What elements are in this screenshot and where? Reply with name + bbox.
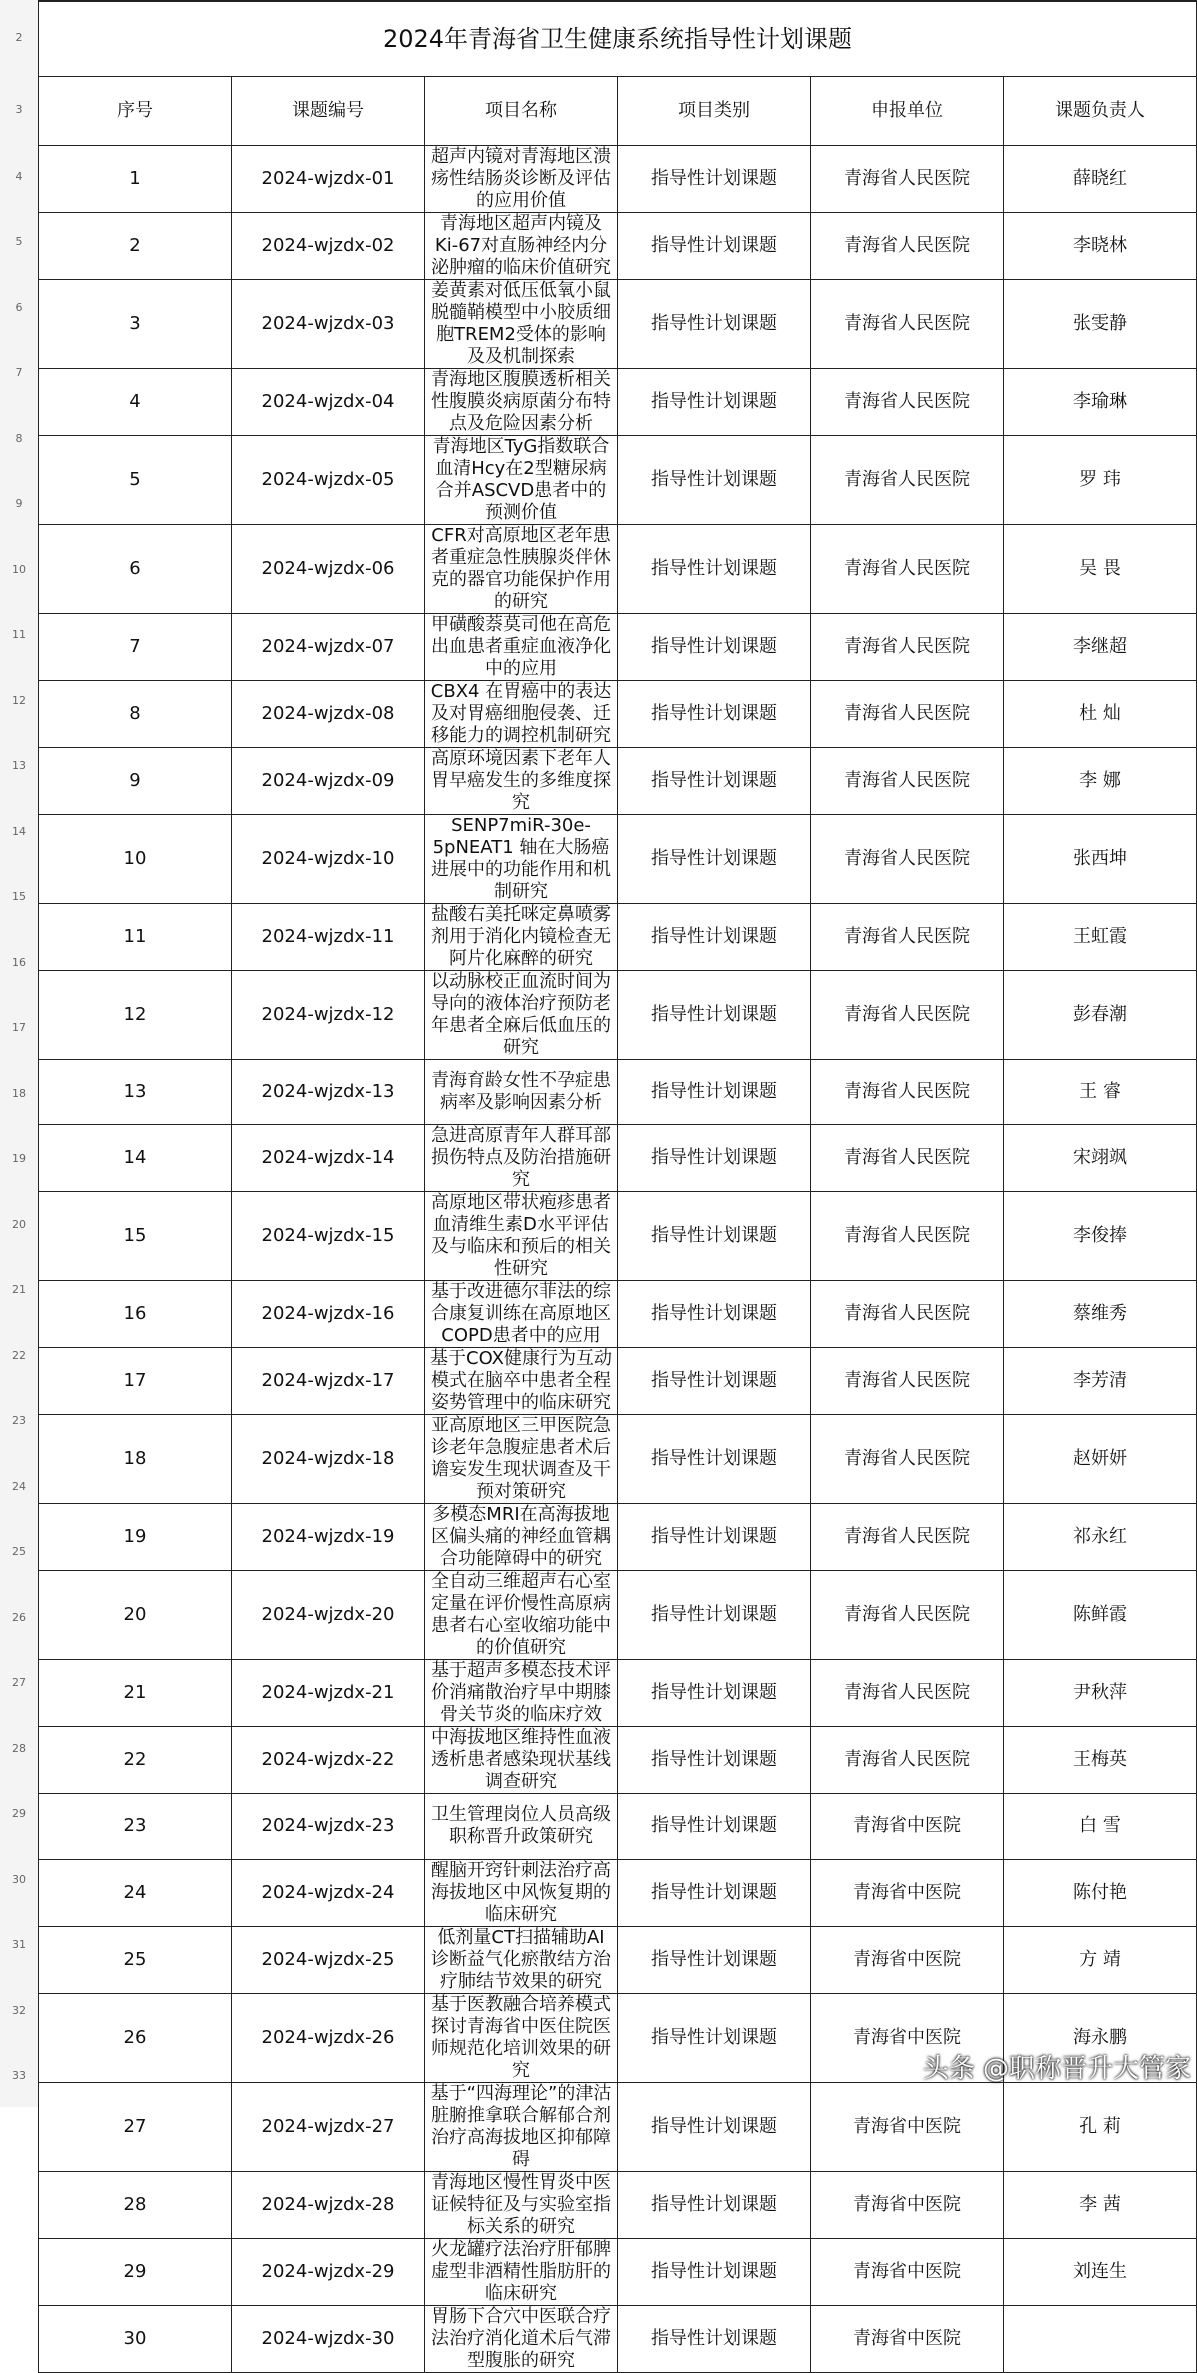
cell-code[interactable]: 2024-wjzdx-07 xyxy=(232,613,425,680)
cell-unit[interactable]: 青海省中医院 xyxy=(811,1859,1004,1926)
row-number: 3 xyxy=(15,102,23,116)
cell-code[interactable]: 2024-wjzdx-24 xyxy=(232,1859,425,1926)
cell-seq[interactable]: 30 xyxy=(39,2305,232,2372)
cell-leader[interactable]: 李 茜 xyxy=(1004,2171,1197,2238)
cell-unit[interactable]: 青海省中医院 xyxy=(811,2082,1004,2171)
cell-unit[interactable]: 青海省人民医院 xyxy=(811,1192,1004,1281)
table-row xyxy=(39,1348,1197,1415)
cell-seq[interactable]: 27 xyxy=(39,2082,232,2171)
cell-unit[interactable]: 青海省人民医院 xyxy=(811,903,1004,970)
cell-unit[interactable]: 青海省人民医院 xyxy=(811,1348,1004,1415)
table-row xyxy=(39,145,1197,212)
header-row xyxy=(39,76,1197,145)
cell-project-name[interactable]: 姜黄素对低压低氧小鼠脱髓鞘模型中小胶质细胞TREM2受体的影响及及机制探索 xyxy=(425,279,618,368)
cell-seq[interactable]: 28 xyxy=(39,2171,232,2238)
cell-unit[interactable]: 青海省中医院 xyxy=(811,1926,1004,1993)
row-number: 20 xyxy=(12,1217,26,1231)
row-number: 9 xyxy=(15,497,23,511)
cell-leader[interactable]: 陈付艳 xyxy=(1004,1859,1197,1926)
cell-seq[interactable]: 14 xyxy=(39,1125,232,1192)
cell-category[interactable]: 指导性计划课题 xyxy=(618,2238,811,2305)
cell-category[interactable]: 指导性计划课题 xyxy=(618,1926,811,1993)
row-number: 5 xyxy=(15,235,23,249)
cell-code[interactable]: 2024-wjzdx-21 xyxy=(232,1660,425,1727)
cell-leader[interactable]: 赵妍妍 xyxy=(1004,1415,1197,1504)
cell-category[interactable]: 指导性计划课题 xyxy=(618,613,811,680)
cell-code[interactable]: 2024-wjzdx-20 xyxy=(232,1571,425,1660)
cell-project-name[interactable]: SENP7miR-30e-5pNEAT1 轴在大肠癌进展中的功能作用和机制研究 xyxy=(425,814,618,903)
row-number-gutter xyxy=(0,0,39,2107)
cell-leader[interactable]: 杜 灿 xyxy=(1004,680,1197,747)
row-number: 25 xyxy=(12,1545,26,1559)
cell-seq[interactable]: 4 xyxy=(39,368,232,435)
cell-category[interactable]: 指导性计划课题 xyxy=(618,1504,811,1571)
table-row xyxy=(39,613,1197,680)
row-number: 32 xyxy=(12,2003,26,2017)
table-row xyxy=(39,2305,1197,2372)
row-number: 24 xyxy=(12,1479,26,1493)
row-number: 29 xyxy=(12,1807,26,1821)
row-number: 28 xyxy=(12,1741,26,1755)
cell-code[interactable]: 2024-wjzdx-26 xyxy=(232,1993,425,2082)
cell-code[interactable]: 2024-wjzdx-04 xyxy=(232,368,425,435)
table-row xyxy=(39,814,1197,903)
cell-code[interactable]: 2024-wjzdx-03 xyxy=(232,279,425,368)
cell-project-name[interactable]: 盐酸右美托咪定鼻喷雾剂用于消化内镜检查无阿片化麻醉的研究 xyxy=(425,903,618,970)
table-row xyxy=(39,1192,1197,1281)
cell-leader[interactable]: 刘连生 xyxy=(1004,2238,1197,2305)
row-number: 27 xyxy=(12,1676,26,1690)
cell-code[interactable]: 2024-wjzdx-02 xyxy=(232,212,425,279)
cell-project-name[interactable]: 全自动三维超声右心室定量在评价慢性高原病患者右心室收缩功能中的价值研究 xyxy=(425,1571,618,1660)
cell-seq[interactable]: 11 xyxy=(39,903,232,970)
cell-category[interactable]: 指导性计划课题 xyxy=(618,368,811,435)
cell-unit[interactable]: 青海省人民医院 xyxy=(811,1125,1004,1192)
cell-category[interactable]: 指导性计划课题 xyxy=(618,747,811,814)
cell-category[interactable]: 指导性计划课题 xyxy=(618,1281,811,1348)
table-row xyxy=(39,2171,1197,2238)
cell-seq[interactable]: 23 xyxy=(39,1794,232,1860)
cell-code[interactable]: 2024-wjzdx-30 xyxy=(232,2305,425,2372)
cell-code[interactable]: 2024-wjzdx-12 xyxy=(232,970,425,1059)
row-number: 7 xyxy=(15,366,23,380)
cell-leader[interactable]: 蔡维秀 xyxy=(1004,1281,1197,1348)
cell-seq[interactable]: 6 xyxy=(39,524,232,613)
cell-seq[interactable]: 1 xyxy=(39,145,232,212)
cell-project-name[interactable]: 胃肠下合穴中医联合疗法治疗消化道术后气滞型腹胀的研究 xyxy=(425,2305,618,2372)
cell-category[interactable]: 指导性计划课题 xyxy=(618,1727,811,1794)
project-table xyxy=(38,0,1197,2373)
cell-unit[interactable]: 青海省人民医院 xyxy=(811,1059,1004,1125)
cell-category[interactable]: 指导性计划课题 xyxy=(618,680,811,747)
row-number: 10 xyxy=(12,562,26,576)
cell-leader[interactable]: 孔 莉 xyxy=(1004,2082,1197,2171)
cell-leader[interactable]: 陈鲜霞 xyxy=(1004,1571,1197,1660)
cell-seq[interactable]: 22 xyxy=(39,1727,232,1794)
cell-unit[interactable]: 青海省人民医院 xyxy=(811,145,1004,212)
row-number: 13 xyxy=(12,759,26,773)
cell-unit[interactable]: 青海省人民医院 xyxy=(811,1660,1004,1727)
cell-project-name[interactable]: 青海地区慢性胃炎中医证候特征及与实验室指标关系的研究 xyxy=(425,2171,618,2238)
cell-project-name[interactable]: 火龙罐疗法治疗肝郁脾虚型非酒精性脂肪肝的临床研究 xyxy=(425,2238,618,2305)
cell-category[interactable]: 指导性计划课题 xyxy=(618,1794,811,1860)
cell-project-name[interactable]: CFR对高原地区老年患者重症急性胰腺炎伴休克的器官功能保护作用的研究 xyxy=(425,524,618,613)
cell-code[interactable]: 2024-wjzdx-18 xyxy=(232,1415,425,1504)
cell-code[interactable]: 2024-wjzdx-28 xyxy=(232,2171,425,2238)
cell-seq[interactable]: 26 xyxy=(39,1993,232,2082)
table-row xyxy=(39,1727,1197,1794)
cell-project-name[interactable]: 青海地区TyG指数联合血清Hcy在2型糖尿病合并ASCVD患者中的预测价值 xyxy=(425,435,618,524)
row-number: 26 xyxy=(12,1610,26,1624)
cell-unit[interactable]: 青海省中医院 xyxy=(811,2305,1004,2372)
cell-seq[interactable]: 24 xyxy=(39,1859,232,1926)
table-row xyxy=(39,1281,1197,1348)
cell-seq[interactable]: 18 xyxy=(39,1415,232,1504)
cell-project-name[interactable]: 基于改进德尔菲法的综合康复训练在高原地区COPD患者中的应用 xyxy=(425,1281,618,1348)
cell-unit[interactable]: 青海省人民医院 xyxy=(811,524,1004,613)
cell-category[interactable]: 指导性计划课题 xyxy=(618,2082,811,2171)
cell-unit[interactable]: 青海省人民医院 xyxy=(811,279,1004,368)
header-leader[interactable]: 课题负责人 xyxy=(1004,76,1197,145)
cell-leader[interactable]: 薛晓红 xyxy=(1004,145,1197,212)
cell-leader[interactable]: 王虹霞 xyxy=(1004,903,1197,970)
cell-leader[interactable]: 李晓林 xyxy=(1004,212,1197,279)
cell-leader[interactable]: 海永鹏 xyxy=(1004,1993,1197,2082)
header-category[interactable]: 项目类别 xyxy=(618,76,811,145)
cell-leader[interactable]: 罗 玮 xyxy=(1004,435,1197,524)
cell-unit[interactable]: 青海省人民医院 xyxy=(811,435,1004,524)
cell-seq[interactable]: 20 xyxy=(39,1571,232,1660)
cell-leader[interactable] xyxy=(1004,2305,1197,2372)
cell-leader[interactable]: 吴 畏 xyxy=(1004,524,1197,613)
cell-category[interactable]: 指导性计划课题 xyxy=(618,1993,811,2082)
table-row xyxy=(39,970,1197,1059)
cell-leader[interactable]: 彭春潮 xyxy=(1004,970,1197,1059)
table-title[interactable]: 2024年青海省卫生健康系统指导性计划课题 xyxy=(39,1,1197,76)
cell-project-name[interactable]: 亚高原地区三甲医院急诊老年急腹症患者术后谵妄发生现状调查及干预对策研究 xyxy=(425,1415,618,1504)
header-code[interactable]: 课题编号 xyxy=(232,76,425,145)
cell-seq[interactable]: 3 xyxy=(39,279,232,368)
cell-category[interactable]: 指导性计划课题 xyxy=(618,1859,811,1926)
cell-unit[interactable]: 青海省人民医院 xyxy=(811,1571,1004,1660)
cell-code[interactable]: 2024-wjzdx-27 xyxy=(232,2082,425,2171)
cell-code[interactable]: 2024-wjzdx-10 xyxy=(232,814,425,903)
row-number: 16 xyxy=(12,955,26,969)
cell-code[interactable]: 2024-wjzdx-16 xyxy=(232,1281,425,1348)
table-row xyxy=(39,435,1197,524)
cell-code[interactable]: 2024-wjzdx-08 xyxy=(232,680,425,747)
cell-seq[interactable]: 2 xyxy=(39,212,232,279)
cell-code[interactable]: 2024-wjzdx-13 xyxy=(232,1059,425,1125)
cell-code[interactable]: 2024-wjzdx-19 xyxy=(232,1504,425,1571)
cell-project-name[interactable]: 多模态MRI在高海拔地区偏头痛的神经血管耦合功能障碍中的研究 xyxy=(425,1504,618,1571)
table-row xyxy=(39,1059,1197,1125)
cell-category[interactable]: 指导性计划课题 xyxy=(618,903,811,970)
cell-unit[interactable]: 青海省人民医院 xyxy=(811,970,1004,1059)
cell-leader[interactable]: 张西坤 xyxy=(1004,814,1197,903)
table-row xyxy=(39,368,1197,435)
cell-unit[interactable]: 青海省人民医院 xyxy=(811,613,1004,680)
cell-leader[interactable]: 尹秋萍 xyxy=(1004,1660,1197,1727)
cell-seq[interactable]: 19 xyxy=(39,1504,232,1571)
cell-leader[interactable]: 李瑜琳 xyxy=(1004,368,1197,435)
cell-seq[interactable]: 7 xyxy=(39,613,232,680)
cell-project-name[interactable]: 高原地区带状疱疹患者血清维生素D水平评估及与临床和预后的相关性研究 xyxy=(425,1192,618,1281)
cell-unit[interactable]: 青海省人民医院 xyxy=(811,212,1004,279)
cell-category[interactable]: 指导性计划课题 xyxy=(618,1125,811,1192)
cell-category[interactable]: 指导性计划课题 xyxy=(618,1348,811,1415)
cell-category[interactable]: 指导性计划课题 xyxy=(618,1415,811,1504)
cell-leader[interactable]: 李芳清 xyxy=(1004,1348,1197,1415)
cell-leader[interactable]: 李俊捧 xyxy=(1004,1192,1197,1281)
cell-project-name[interactable]: 青海地区腹膜透析相关性腹膜炎病原菌分布特点及危险因素分析 xyxy=(425,368,618,435)
cell-unit[interactable]: 青海省人民医院 xyxy=(811,1281,1004,1348)
cell-project-name[interactable]: 低剂量CT扫描辅助AI诊断益气化瘀散结方治疗肺结节效果的研究 xyxy=(425,1926,618,1993)
table-row xyxy=(39,747,1197,814)
table-row xyxy=(39,279,1197,368)
row-number: 12 xyxy=(12,693,26,707)
header-seq[interactable]: 序号 xyxy=(39,76,232,145)
row-number: 15 xyxy=(12,890,26,904)
cell-leader[interactable]: 祁永红 xyxy=(1004,1504,1197,1571)
cell-category[interactable]: 指导性计划课题 xyxy=(618,1192,811,1281)
cell-seq[interactable]: 5 xyxy=(39,435,232,524)
table-row xyxy=(39,903,1197,970)
cell-leader[interactable]: 李继超 xyxy=(1004,613,1197,680)
cell-leader[interactable]: 李 娜 xyxy=(1004,747,1197,814)
table-row xyxy=(39,1415,1197,1504)
cell-seq[interactable]: 13 xyxy=(39,1059,232,1125)
cell-unit[interactable]: 青海省人民医院 xyxy=(811,1727,1004,1794)
cell-unit[interactable]: 青海省人民医院 xyxy=(811,1415,1004,1504)
table-row xyxy=(39,1504,1197,1571)
cell-code[interactable]: 2024-wjzdx-06 xyxy=(232,524,425,613)
cell-project-name[interactable]: 高原环境因素下老年人胃早癌发生的多维度探究 xyxy=(425,747,618,814)
row-number: 6 xyxy=(15,300,23,314)
cell-category[interactable]: 指导性计划课题 xyxy=(618,2171,811,2238)
row-number: 17 xyxy=(12,1021,26,1035)
cell-seq[interactable]: 16 xyxy=(39,1281,232,1348)
cell-leader[interactable]: 王梅英 xyxy=(1004,1727,1197,1794)
row-number: 22 xyxy=(12,1348,26,1362)
cell-code[interactable]: 2024-wjzdx-17 xyxy=(232,1348,425,1415)
cell-leader[interactable]: 王 睿 xyxy=(1004,1059,1197,1125)
cell-project-name[interactable]: 基于医教融合培养模式探讨青海省中医住院医师规范化培训效果的研究 xyxy=(425,1993,618,2082)
header-unit[interactable]: 申报单位 xyxy=(811,76,1004,145)
cell-category[interactable]: 指导性计划课题 xyxy=(618,2305,811,2372)
cell-project-name[interactable]: 中海拔地区维持性血液透析患者感染现状基线调查研究 xyxy=(425,1727,618,1794)
cell-seq[interactable]: 29 xyxy=(39,2238,232,2305)
table-row xyxy=(39,2238,1197,2305)
cell-seq[interactable]: 25 xyxy=(39,1926,232,1993)
cell-unit[interactable]: 青海省中医院 xyxy=(811,1993,1004,2082)
row-number: 2 xyxy=(15,30,23,44)
cell-seq[interactable]: 21 xyxy=(39,1660,232,1727)
cell-project-name[interactable]: 青海育龄女性不孕症患病率及影响因素分析 xyxy=(425,1059,618,1125)
cell-code[interactable]: 2024-wjzdx-29 xyxy=(232,2238,425,2305)
cell-unit[interactable]: 青海省人民医院 xyxy=(811,1504,1004,1571)
cell-project-name[interactable]: 青海地区超声内镜及Ki-67对直肠神经内分泌肿瘤的临床价值研究 xyxy=(425,212,618,279)
cell-unit[interactable]: 青海省人民医院 xyxy=(811,747,1004,814)
cell-seq[interactable]: 12 xyxy=(39,970,232,1059)
cell-project-name[interactable]: 以动脉校正血流时间为导向的液体治疗预防老年患者全麻后低血压的研究 xyxy=(425,970,618,1059)
cell-seq[interactable]: 8 xyxy=(39,680,232,747)
cell-category[interactable]: 指导性计划课题 xyxy=(618,970,811,1059)
cell-project-name[interactable]: CBX4 在胃癌中的表达及对胃癌细胞侵袭、迁移能力的调控机制研究 xyxy=(425,680,618,747)
cell-seq[interactable]: 10 xyxy=(39,814,232,903)
table-row xyxy=(39,1571,1197,1660)
table-row xyxy=(39,2082,1197,2171)
cell-code[interactable]: 2024-wjzdx-01 xyxy=(232,145,425,212)
cell-unit[interactable]: 青海省人民医院 xyxy=(811,680,1004,747)
cell-leader[interactable]: 白 雪 xyxy=(1004,1794,1197,1860)
table-row xyxy=(39,524,1197,613)
cell-code[interactable]: 2024-wjzdx-15 xyxy=(232,1192,425,1281)
row-number: 14 xyxy=(12,824,26,838)
cell-project-name[interactable]: 醒脑开窍针刺法治疗高海拔地区中风恢复期的临床研究 xyxy=(425,1859,618,1926)
cell-leader[interactable]: 宋翊飒 xyxy=(1004,1125,1197,1192)
cell-project-name[interactable]: 甲磺酸萘莫司他在高危出血患者重症血液净化中的应用 xyxy=(425,613,618,680)
cell-code[interactable]: 2024-wjzdx-23 xyxy=(232,1794,425,1860)
cell-unit[interactable]: 青海省中医院 xyxy=(811,2171,1004,2238)
cell-leader[interactable]: 张雯静 xyxy=(1004,279,1197,368)
cell-unit[interactable]: 青海省人民医院 xyxy=(811,814,1004,903)
cell-unit[interactable]: 青海省人民医院 xyxy=(811,368,1004,435)
cell-code[interactable]: 2024-wjzdx-11 xyxy=(232,903,425,970)
cell-project-name[interactable]: 基于超声多模态技术评价消痛散治疗早中期膝骨关节炎的临床疗效 xyxy=(425,1660,618,1727)
cell-code[interactable]: 2024-wjzdx-22 xyxy=(232,1727,425,1794)
cell-category[interactable]: 指导性计划课题 xyxy=(618,524,811,613)
cell-code[interactable]: 2024-wjzdx-09 xyxy=(232,747,425,814)
cell-category[interactable]: 指导性计划课题 xyxy=(618,212,811,279)
row-number: 33 xyxy=(12,2069,26,2083)
cell-code[interactable]: 2024-wjzdx-14 xyxy=(232,1125,425,1192)
cell-category[interactable]: 指导性计划课题 xyxy=(618,1059,811,1125)
cell-seq[interactable]: 17 xyxy=(39,1348,232,1415)
row-number: 21 xyxy=(12,1283,26,1297)
cell-category[interactable]: 指导性计划课题 xyxy=(618,1571,811,1660)
row-number: 11 xyxy=(12,628,26,642)
table-row xyxy=(39,1794,1197,1860)
table-row xyxy=(39,1125,1197,1192)
cell-unit[interactable]: 青海省中医院 xyxy=(811,2238,1004,2305)
cell-project-name[interactable]: 超声内镜对青海地区溃疡性结肠炎诊断及评估的应用价值 xyxy=(425,145,618,212)
cell-category[interactable]: 指导性计划课题 xyxy=(618,279,811,368)
cell-seq[interactable]: 9 xyxy=(39,747,232,814)
cell-category[interactable]: 指导性计划课题 xyxy=(618,1660,811,1727)
table-row xyxy=(39,1926,1197,1993)
row-number: 19 xyxy=(12,1152,26,1166)
cell-seq[interactable]: 15 xyxy=(39,1192,232,1281)
row-number: 23 xyxy=(12,1414,26,1428)
cell-category[interactable]: 指导性计划课题 xyxy=(618,145,811,212)
cell-category[interactable]: 指导性计划课题 xyxy=(618,814,811,903)
cell-code[interactable]: 2024-wjzdx-25 xyxy=(232,1926,425,1993)
table-row xyxy=(39,1859,1197,1926)
row-number: 8 xyxy=(15,431,23,445)
row-number: 18 xyxy=(12,1086,26,1100)
table-row xyxy=(39,680,1197,747)
table-row xyxy=(39,1660,1197,1727)
cell-unit[interactable]: 青海省中医院 xyxy=(811,1794,1004,1860)
header-name[interactable]: 项目名称 xyxy=(425,76,618,145)
cell-project-name[interactable]: 卫生管理岗位人员高级职称晋升政策研究 xyxy=(425,1794,618,1860)
row-number: 30 xyxy=(12,1872,26,1886)
row-number: 4 xyxy=(15,169,23,183)
cell-project-name[interactable]: 基于COX健康行为互动模式在脑卒中患者全程姿势管理中的临床研究 xyxy=(425,1348,618,1415)
watermark: 头条 @职称晋升大管家 xyxy=(922,2054,1191,2084)
cell-leader[interactable]: 方 靖 xyxy=(1004,1926,1197,1993)
cell-category[interactable]: 指导性计划课题 xyxy=(618,435,811,524)
row-number: 31 xyxy=(12,1938,26,1952)
cell-project-name[interactable]: 急进高原青年人群耳部损伤特点及防治措施研究 xyxy=(425,1125,618,1192)
table-row xyxy=(39,212,1197,279)
cell-project-name[interactable]: 基于“四海理论”的津沽脏腑推拿联合解郁合剂治疗高海拔地区抑郁障碍 xyxy=(425,2082,618,2171)
cell-code[interactable]: 2024-wjzdx-05 xyxy=(232,435,425,524)
